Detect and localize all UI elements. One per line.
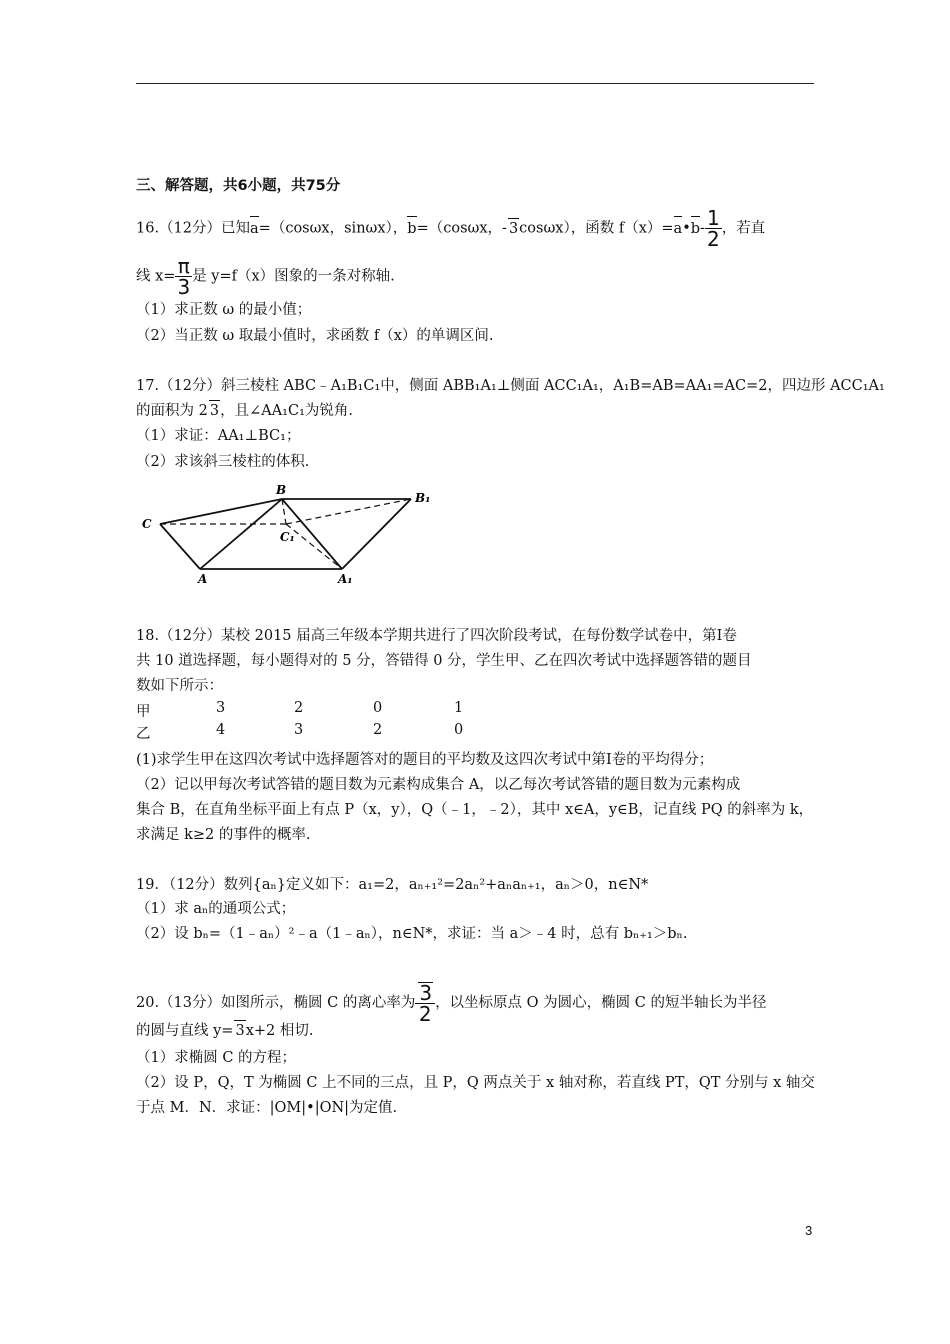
- vector-a2: a: [673, 220, 683, 237]
- vector-a: a: [250, 220, 259, 237]
- page-number: 3: [805, 1223, 813, 1238]
- q20-line2-tail: x+2 相切.: [245, 1023, 314, 1039]
- q17-line2-lead: 的面积为 2: [136, 403, 208, 419]
- q18-line2: 共 10 道选择题，每小题得对的 5 分，答错得 0 分，学生甲、乙在四次考试中选择题答错的题目: [136, 653, 752, 669]
- table-cell: 2: [294, 700, 304, 716]
- error-count-table: [136, 700, 536, 744]
- table-cell: 0: [373, 700, 383, 716]
- q16-lead: 16.（12分）已知: [136, 220, 251, 237]
- row-label: 甲: [136, 704, 151, 720]
- prism-figure: [136, 482, 436, 588]
- q18-sub2-l1: （2）记以甲每次考试答错的题目数为元素构成集合 A，以乙每次考试答错的题目数为元素构成: [136, 777, 741, 793]
- q16-eq-a: =（cosωx，sinωx），: [258, 220, 408, 237]
- label-B1: B₁: [415, 491, 431, 505]
- half-numerator: 1: [706, 206, 720, 230]
- q18-line3: 数如下所示：: [136, 678, 223, 694]
- pi-numerator: π: [175, 256, 192, 277]
- table-cell: 0: [454, 722, 464, 738]
- label-A1: A₁: [338, 572, 353, 586]
- sqrt-3: 3: [508, 218, 519, 239]
- table-row: [136, 722, 536, 744]
- label-B: B: [276, 483, 287, 497]
- table-cell: 1: [454, 700, 464, 716]
- q16-eq-b: =（cosωx，-: [416, 220, 507, 237]
- q20-line1: [136, 982, 766, 1024]
- minus-op: -: [700, 220, 705, 237]
- q18-sub2-l3: 求满足 k≥2 的事件的概率.: [136, 827, 311, 843]
- table-cell: 2: [373, 722, 383, 738]
- q20-line2-lead: 的圆与直线 y=: [136, 1023, 234, 1039]
- q17-line1: 17.（12分）斜三棱柱 ABC﹣A₁B₁C₁中，侧面 ABB₁A₁⊥侧面 ACC₁A₁，A₁B=AB=AA₁=AC=2，四边形 ACC₁A₁: [136, 378, 885, 394]
- q20-sub1: （1）求椭圆 C 的方程；: [136, 1050, 297, 1066]
- q16-sub1: （1）求正数 ω 的最小值；: [136, 302, 312, 318]
- eccentricity-numerator: [415, 982, 435, 1004]
- table-cell: 3: [216, 700, 226, 716]
- vector-b: b: [407, 220, 417, 237]
- fraction-pi-3: [175, 256, 192, 297]
- q20-line1-tail: ，以坐标原点 O 为圆心，椭圆 C 的短半轴长为半径: [435, 995, 767, 1011]
- q19-sub2: （2）设 bₙ=（1﹣aₙ）²﹣a（1﹣aₙ），n∈N*，求证：当 a＞﹣4 时，总有 bₙ₊₁＞bₙ.: [136, 926, 688, 942]
- fraction-half: [705, 208, 722, 249]
- q18-line1: 18.（12分）某校 2015 届高三年级本学期共进行了四次阶段考试，在每份数学试卷中，第Ⅰ卷: [136, 628, 737, 644]
- q17-sub1: （1）求证：AA₁⊥BC₁；: [136, 428, 301, 444]
- header-rule: [136, 83, 814, 84]
- q16-tail: ，若直: [721, 220, 766, 237]
- q19-line1: 19．（12分）数列{aₙ}定义如下：a₁=2，aₙ₊₁²=2aₙ²+aₙaₙ₊₁，aₙ＞0，n∈N*: [136, 877, 649, 893]
- table-row: [136, 700, 536, 722]
- sqrt-3: 3: [419, 981, 433, 1005]
- q16-line1: [136, 208, 765, 249]
- q17-sub2: （2）求该斜三棱柱的体积.: [136, 454, 310, 470]
- q18-sub1: (1)求学生甲在这四次考试中选择题答对的题目的平均数及这四次考试中第Ⅰ卷的平均得分；: [136, 752, 714, 768]
- section-title: 三、解答题，共6小题，共75分: [136, 178, 341, 194]
- q19-sub1: （1）求 aₙ的通项公式；: [136, 901, 296, 917]
- eccentricity-denominator: 2: [418, 1002, 432, 1026]
- sqrt-3: 3: [234, 1020, 245, 1041]
- q16-line2-lead: 线 x=: [136, 268, 176, 285]
- q20-lead: 20.（13分）如图所示，椭圆 C 的离心率为: [136, 995, 416, 1011]
- label-C: C: [142, 517, 152, 531]
- label-C1: C₁: [280, 530, 295, 544]
- row-label: 乙: [136, 726, 151, 742]
- sqrt-3: 3: [209, 400, 220, 421]
- half-denominator: 2: [706, 227, 720, 251]
- fraction-eccentricity: [415, 982, 435, 1024]
- pi-denominator: 3: [177, 275, 191, 299]
- q18-sub2-l2: 集合 B，在直角坐标平面上有点 P（x，y），Q（﹣1，﹣2），其中 x∈A，y∈B，记直线 PQ 的斜率为 k，: [136, 802, 814, 818]
- table-cell: 3: [294, 722, 304, 738]
- q16-sub2: （2）当正数 ω 取最小值时，求函数 f（x）的单调区间.: [136, 328, 494, 344]
- q17-line2-tail: ，且∠AA₁C₁为锐角.: [220, 403, 353, 419]
- vector-b2: b: [690, 220, 701, 237]
- q16-eq-b2: cosωx），函数 f（x）=: [519, 220, 674, 237]
- q20-sub2-l1: （2）设 P，Q，T 为椭圆 C 上不同的三点，且 P，Q 两点关于 x 轴对称，若直线 PT，QT 分别与 x 轴交: [136, 1075, 815, 1091]
- q20-sub2-l2: 于点 M．N．求证：|OM|•|ON|为定值.: [136, 1100, 398, 1116]
- q20-line2: [136, 1020, 313, 1041]
- table-cell: 4: [216, 722, 226, 738]
- q16-line2: [136, 256, 395, 297]
- dot-op: •: [682, 220, 691, 237]
- q17-line2: [136, 400, 353, 421]
- label-A: A: [198, 572, 208, 586]
- q16-line2-tail: 是 y=f（x）图象的一条对称轴.: [192, 268, 395, 285]
